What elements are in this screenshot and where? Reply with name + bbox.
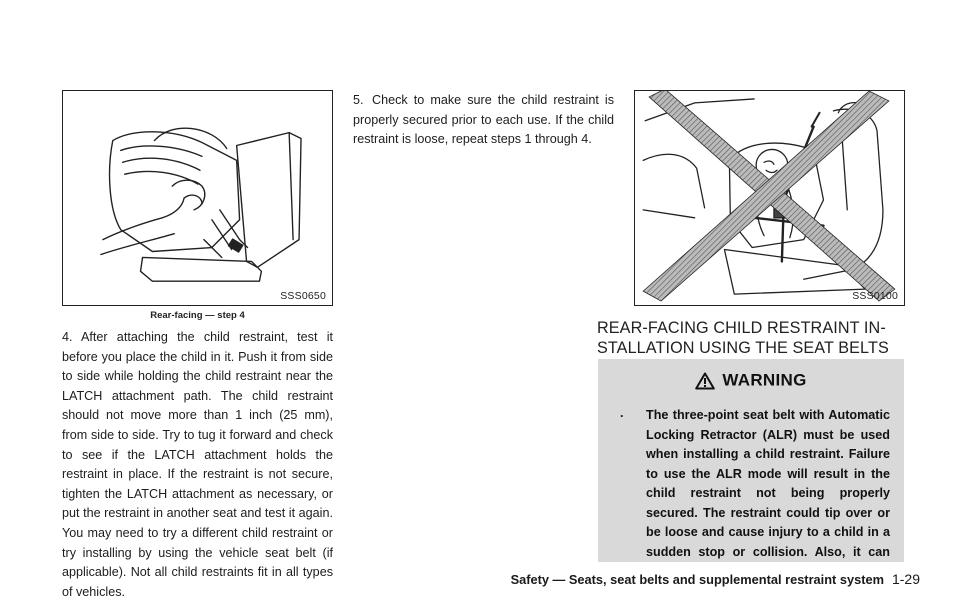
figure-incorrect-installation <box>634 90 905 306</box>
step-5-number: 5. <box>353 93 364 107</box>
page-footer <box>500 571 920 587</box>
section-heading-line-1: REAR-FACING CHILD RESTRAINT IN- <box>597 319 886 337</box>
figure-caption: Rear-facing — step 4 <box>150 310 245 321</box>
footer-section-title: Safety — Seats, seat belts and supplemental restraint system <box>510 572 884 587</box>
step-4 <box>62 328 333 602</box>
warning-bullet: . <box>620 406 624 420</box>
figure-code: SSS0100 <box>852 290 898 302</box>
child-seat-illustration <box>63 91 332 305</box>
page-number: 1-29 <box>891 571 920 587</box>
warning-label: WARNING <box>722 370 807 390</box>
figure-code: SSS0650 <box>280 290 326 302</box>
crossed-out-illustration <box>635 91 904 305</box>
warning-box <box>598 359 904 562</box>
section-heading-line-2: STALLATION USING THE SEAT BELTS <box>597 339 889 357</box>
warning-title <box>598 370 904 391</box>
step-5 <box>353 91 614 150</box>
step-5-text: Check to make sure the child restraint is properly secured prior to each use. If the child restraint is loose, repeat steps 1 through 4. <box>353 93 614 147</box>
warning-triangle-icon <box>695 372 715 390</box>
step-4-number: 4. <box>62 330 73 344</box>
figure-rear-facing-step4 <box>62 90 333 306</box>
step-4-text: After attaching the child restraint, test it before you place the child in it. Push it from side to side while holding the child restraint near the LATCH attachment path. The child restraint should not move more than 1 inch (25 mm), from side to side. Try to tug it forward and check to see if the LATCH attachment holds the restraint in place. If the restraint is not secure, tighten the LATCH attachment as necessary, or put the restraint in another seat and test it again. You may need to try a different child restraint or try installing by using the vehicle seat belt (if applicable). Not all child restraints fit in all types of vehicles. <box>62 330 333 599</box>
section-heading <box>597 318 917 358</box>
warning-text: The three-point seat belt with Automatic Locking Retractor (ALR) must be used when installing a child restraint. Failure to use the ALR mode will result in the child restraint not being properly secured. The restraint could tip over or be loose and cause injury to a child in a sudden stop or collision. Also, it can <box>646 408 890 559</box>
